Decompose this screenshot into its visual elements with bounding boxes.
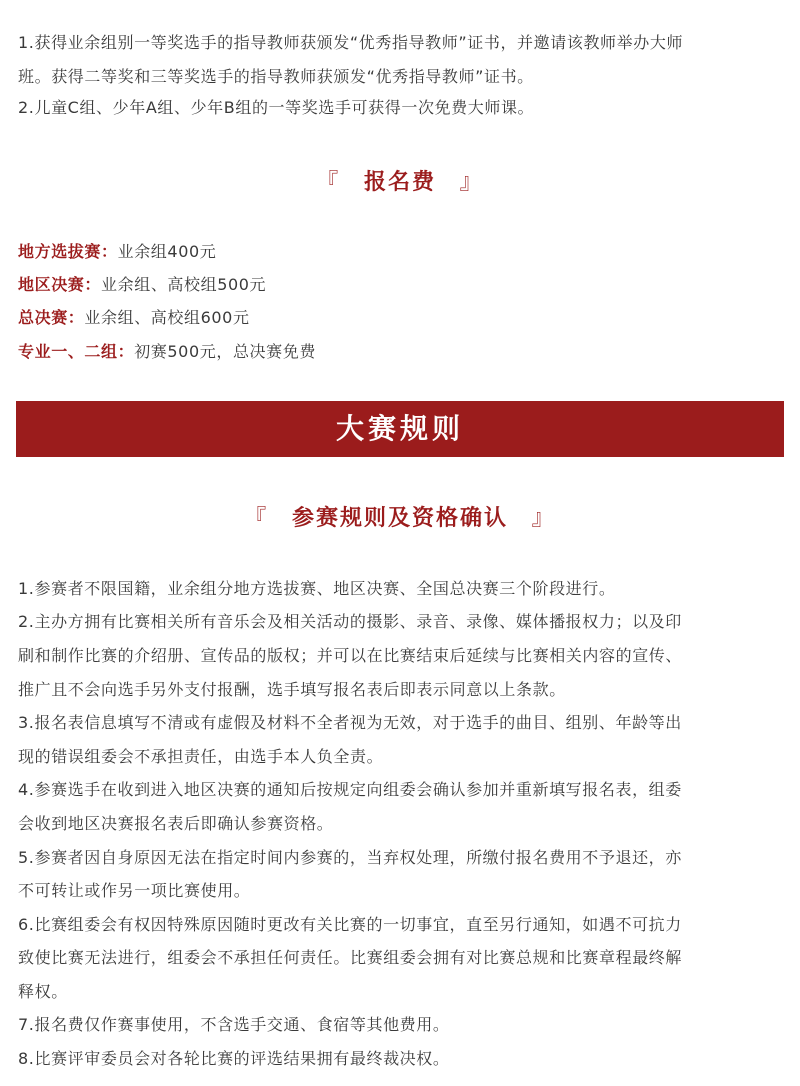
rules-line: 5.参赛者因自身原因无法在指定时间内参赛的，当弃权处理，所缴付报名费用不予退还，亦: [18, 848, 682, 867]
rules-section-heading: [0, 501, 800, 532]
rules-line: 1.参赛者不限国籍，业余组分地方选拔赛、地区决赛、全国总决赛三个阶段进行。: [18, 579, 616, 598]
rules-line: 不可转让或作另一项比赛使用。: [18, 881, 251, 900]
rules-section-title: 参赛规则及资格确认: [291, 506, 508, 531]
fee-value: 业余组400元: [117, 242, 217, 261]
rules-line: 释权。: [18, 982, 68, 1001]
bracket-left: 『: [316, 170, 341, 195]
fee-row: [18, 270, 266, 300]
rules-line: 推广且不会向选手另外支付报酬，选手填写报名表后即表示同意以上条款。: [18, 680, 566, 699]
fee-label: 总决赛：: [18, 308, 85, 327]
rules-line: 4.参赛选手在收到进入地区决赛的通知后按规定向组委会确认参加并重新填写报名表，组委: [18, 780, 682, 799]
rules-line: 致使比赛无法进行，组委会不承担任何责任。比赛组委会拥有对比赛总规和比赛章程最终解: [18, 948, 683, 967]
bracket-right: 』: [531, 506, 556, 531]
bracket-left: 『: [244, 506, 269, 531]
rules-line: 6.比赛组委会有权因特殊原因随时更改有关比赛的一切事宜，直至另行通知，如遇不可抗力: [18, 915, 682, 934]
fee-row: [18, 303, 250, 333]
fee-section-title: 报名费: [363, 170, 436, 195]
awards-line-3: 2.儿童C组、少年A组、少年B组的一等奖选手可获得一次免费大师课。: [18, 98, 535, 117]
awards-line-1: 1.获得业余组别一等奖选手的指导教师获颁发“优秀指导教师”证书，并邀请该教师举办大师: [18, 33, 684, 52]
rules-line: 8.比赛评审委员会对各轮比赛的评选结果拥有最终裁决权。: [18, 1049, 450, 1068]
fee-section-heading: [0, 165, 800, 196]
fee-label: 专业一、二组：: [18, 342, 135, 361]
fee-label: 地区决赛：: [18, 275, 102, 294]
rules-line: 现的错误组委会不承担责任，由选手本人负全责。: [18, 747, 384, 766]
fee-value: 业余组、高校组600元: [84, 308, 250, 327]
rules-line: 刷和制作比赛的介绍册、宣传品的版权；并可以在比赛结束后延续与比赛相关内容的宣传、: [18, 646, 683, 665]
rules-line: 2.主办方拥有比赛相关所有音乐会及相关活动的摄影、录音、录像、媒体播报权力；以及印: [18, 612, 682, 631]
awards-line-2: 班。获得二等奖和三等奖选手的指导教师获颁发“优秀指导教师”证书。: [18, 67, 534, 86]
rules-line: 3.报名表信息填写不清或有虚假及材料不全者视为无效，对于选手的曲目、组别、年龄等出: [18, 713, 682, 732]
bracket-right: 』: [459, 170, 484, 195]
rules-line: 7.报名费仅作赛事使用，不含选手交通、食宿等其他费用。: [18, 1015, 450, 1034]
rules-banner: [16, 401, 784, 457]
rules-line: 会收到地区决赛报名表后即确认参赛资格。: [18, 814, 334, 833]
fee-label: 地方选拔赛：: [18, 242, 118, 261]
fee-row: [18, 237, 216, 267]
fee-value: 业余组、高校组500元: [101, 275, 267, 294]
fee-value: 初赛500元，总决赛免费: [134, 342, 316, 361]
fee-row: [18, 337, 316, 367]
banner-title: 大赛规则: [335, 412, 464, 445]
